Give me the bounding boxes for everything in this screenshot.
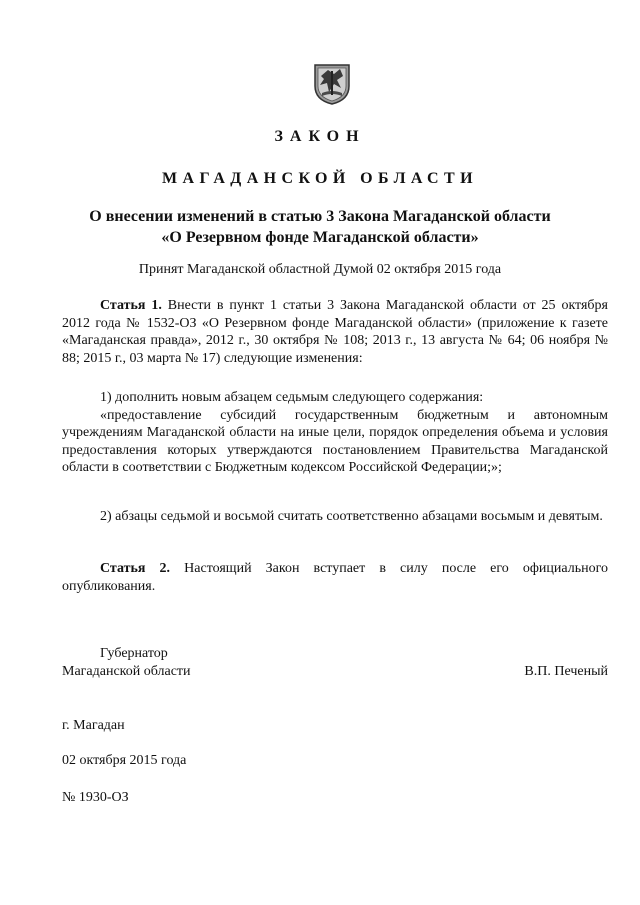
amendment-1-text: 1) дополнить новым абзацем седьмым следующего содержания: (100, 390, 484, 405)
amendment-2-text: 2) абзацы седьмой и восьмой считать соответственно абзацами восьмым и девятым. (100, 509, 603, 524)
coat-of-arms-icon (312, 62, 352, 106)
article-1-text: Внести в пункт 1 статьи 3 Закона Магаданской области от 25 октября 2012 года № 1532-ОЗ «О Резервном фонде Магаданской области» (приложение к газете «Магаданская правда», 2012 г., 30 октября № 108; 2013 г., 13 августа № 64; 06 ноября № 88; 2015 г., 03 марта № 17) следующие изменения: (62, 298, 608, 366)
law-subject (40, 206, 600, 248)
law-title: ЗАКОН (274, 128, 366, 145)
region-title: МАГАДАНСКОЙ ОБЛАСТИ (162, 170, 478, 187)
article-1 (62, 297, 608, 367)
signature-block (62, 645, 608, 681)
signature-position-line-2: Магаданской области (62, 664, 191, 679)
amendment-1-quote: «предоставление субсидий государственным бюджетным и автономным учреждениям Магаданской области на иные цели, порядок определения объема и условия предоставления которых утверждаются постановлением Правительства Магаданской области в соответствии с Бюджетным кодексом Российской Федерации;»; (62, 407, 608, 475)
law-number: № 1930-ОЗ (62, 790, 129, 805)
subject-line-2: «О Резервном фонде Магаданской области» (161, 229, 479, 246)
signing-date: 02 октября 2015 года (62, 753, 187, 768)
article-2-label: Статья 2. (100, 561, 171, 576)
city: г. Магадан (62, 718, 125, 733)
subject-line-1: О внесении изменений в статью 3 Закона Магаданской области (89, 208, 551, 225)
article-2-text: Настоящий Закон вступает в силу после его официального опубликования. (62, 561, 609, 594)
adoption-line: Принят Магаданской областной Думой 02 октября 2015 года (138, 262, 502, 277)
article-1-label: Статья 1. (100, 298, 162, 313)
article-2 (62, 560, 608, 595)
signatory-name: В.П. Печеный (524, 664, 608, 679)
amendment-2 (62, 508, 608, 526)
amendment-1 (62, 389, 608, 477)
signature-position-line-1: Губернатор (100, 646, 168, 661)
signature-line (62, 663, 608, 681)
